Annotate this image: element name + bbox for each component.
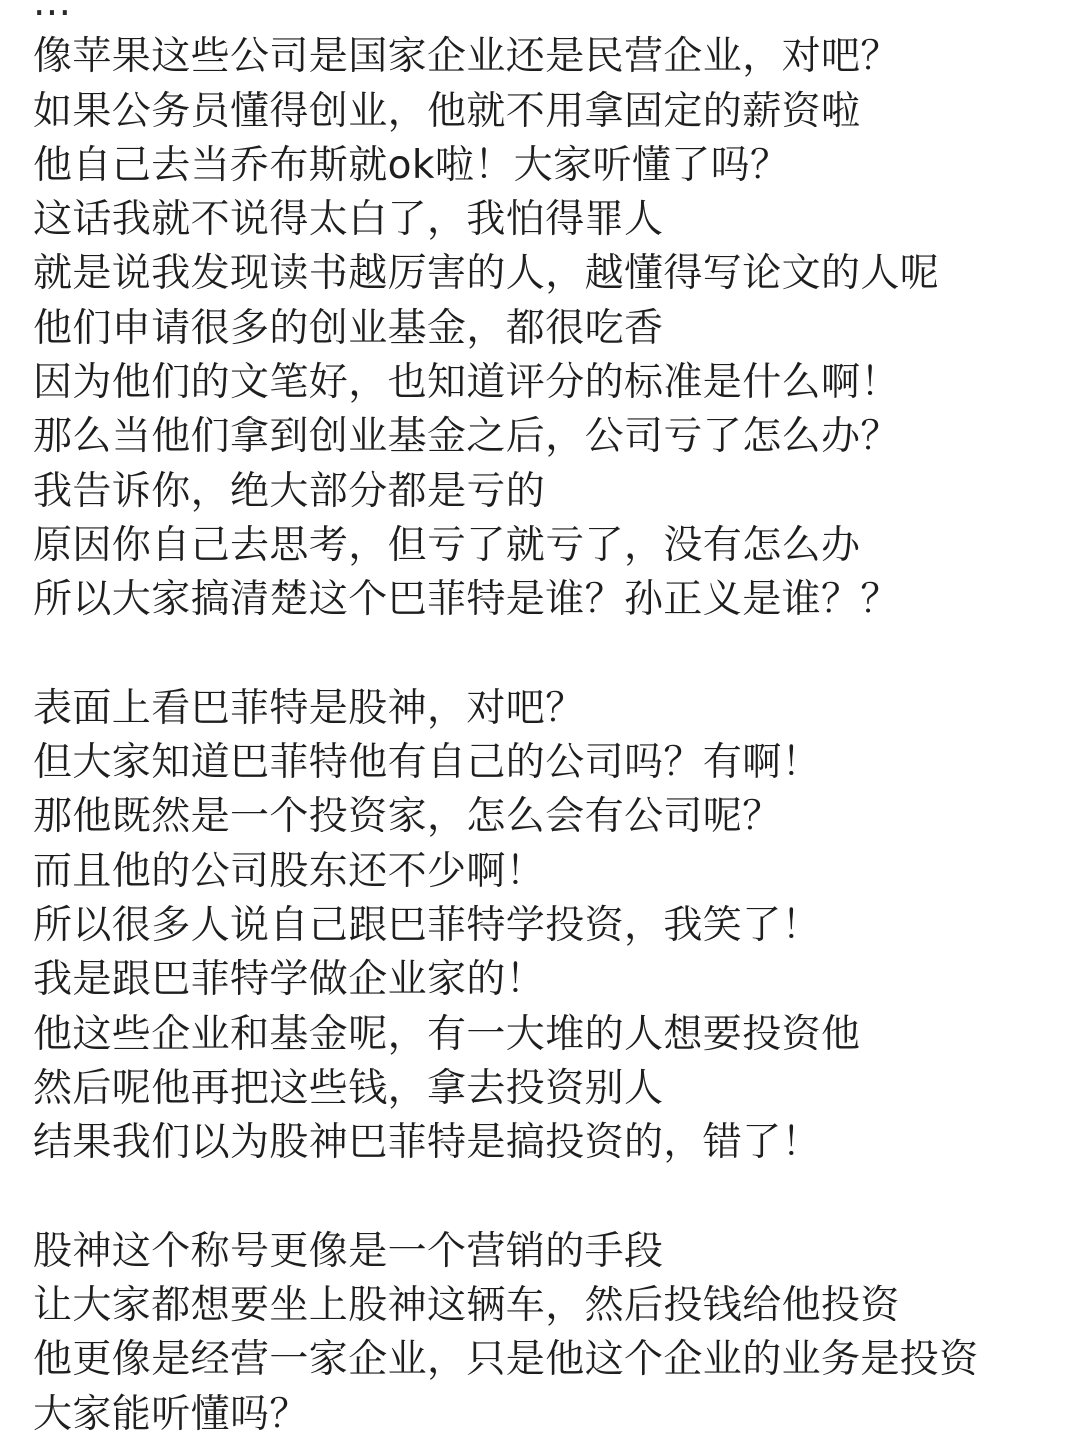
text-line: 他自己去当乔布斯就ok啦！大家听懂了吗？ — [33, 142, 790, 188]
text-line: 原因你自己去思考，但亏了就亏了，没有怎么办 — [33, 522, 861, 568]
text-line: 我是跟巴菲特学做企业家的！ — [33, 957, 546, 1003]
text-line: 所以大家搞清楚这个巴菲特是谁？孙正义是谁？？ — [33, 577, 900, 623]
paragraph-break — [33, 1171, 1073, 1225]
text-line: 这话我就不说得太白了，我怕得罪人 — [33, 197, 664, 243]
text-line: 因为他们的文笔好，也知道评分的标准是什么啊！ — [33, 360, 900, 406]
text-line: 就是说我发现读书越厉害的人，越懂得写论文的人呢 — [33, 251, 940, 297]
text-line: 让大家都想要坐上股神这辆车，然后投钱给他投资 — [33, 1283, 900, 1329]
paragraph-break — [33, 628, 1073, 682]
text-line: 但大家知道巴菲特他有自己的公司吗？有啊！ — [33, 740, 822, 786]
text-line: 我告诉你，绝大部分都是亏的 — [33, 468, 546, 514]
text-line: 如果公务员懂得创业，他就不用拿固定的薪资啦 — [33, 88, 861, 134]
text-line: 而且他的公司股东还不少啊！ — [33, 848, 546, 894]
article-text — [33, 0, 1073, 1442]
text-line: 像苹果这些公司是国家企业还是民营企业，对吧？ — [33, 34, 900, 80]
text-line: 然后呢他再把这些钱，拿去投资别人 — [33, 1065, 664, 1111]
text-line: 他更像是经营一家企业，只是他这个企业的业务是投资 — [33, 1337, 979, 1383]
text-line: ... — [33, 0, 72, 25]
text-line: 他这些企业和基金呢，有一大堆的人想要投资他 — [33, 1011, 861, 1057]
text-line: 那他既然是一个投资家，怎么会有公司呢？ — [33, 794, 782, 840]
text-line: 股神这个称号更像是一个营销的手段 — [33, 1228, 664, 1274]
text-line: 那么当他们拿到创业基金之后，公司亏了怎么办？ — [33, 414, 900, 460]
text-line: 他们申请很多的创业基金，都很吃香 — [33, 305, 664, 351]
text-line: 所以很多人说自己跟巴菲特学投资，我笑了！ — [33, 903, 822, 949]
text-line: 表面上看巴菲特是股神，对吧？ — [33, 685, 585, 731]
text-line: 大家能听懂吗？ — [33, 1391, 309, 1437]
text-line: 结果我们以为股神巴菲特是搞投资的，错了！ — [33, 1120, 822, 1166]
